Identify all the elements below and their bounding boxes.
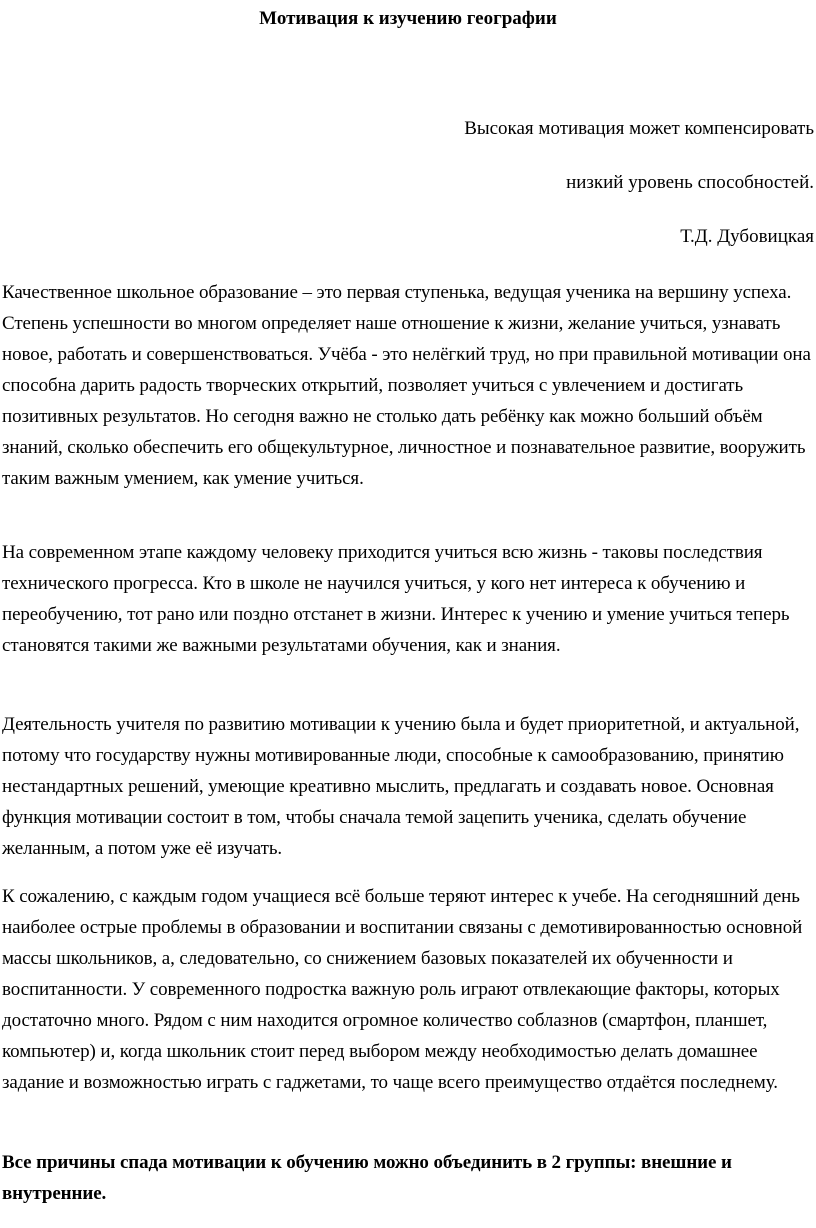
paragraph-1: Качественное школьное образование – это первая ступенька, ведущая ученика на вершину успеха. Степень успешности во многом определяет наше отношение к жизни, желание учиться, узнавать новое, работать и совершенствоваться. Учёба - это нелёгкий труд, но при правильной мотивации она способна дарить радость творческих открытий, позволяет учиться с увлечением и достигать позитивных результатов. Но сегодня важно не столько дать ребёнку как можно больший объём знаний, сколько обеспечить его общекультурное, личностное и познавательное развитие, вооружить таким важным умением, как умение учиться. — [2, 282, 811, 489]
paragraph-2: На современном этапе каждому человеку приходится учиться всю жизнь - таковы последствия технического прогресса. Кто в школе не научился учиться, у кого нет интереса к обучению и переобучению, тот рано или поздно отстанет в жизни. Интерес к учению и умение учиться теперь становятся такими же важными результатами обучения, как и знания. — [2, 542, 790, 656]
paragraph-4: К сожалению, с каждым годом учащиеся всё больше теряют интерес к учебе. На сегодняшний день наиболее острые проблемы в образовании и воспитании связаны с демотивированностью основной массы школьников, а, следовательно, со снижением базовых показателей их обученности и воспитанности. У современного подростка важную роль играют отвлекающие факторы, которых достаточно много. Рядом с ним находится огромное количество соблазнов (смартфон, планшет, компьютер) и, когда школьник стоит перед выбором между необходимостью делать домашнее задание и возможностью играть с гаджетами, то чаще всего преимущество отдаётся последнему. — [2, 886, 803, 1093]
paragraph-3: Деятельность учителя по развитию мотивации к учению была и будет приоритетной, и актуальной, потому что государству нужны мотивированные люди, способные к самообразованию, принятию нестандартных решений, умеющие креативно мыслить, предлагать и создавать новое. Основная функция мотивации состоит в том, чтобы сначала темой зацепить ученика, сделать обучение желанным, а потом уже её изучать. — [2, 714, 800, 859]
document-title: Мотивация к изучению географии — [259, 8, 557, 29]
epigraph-author: Т.Д. Дубовицкая — [680, 226, 814, 247]
epigraph-line-2: низкий уровень способностей. — [566, 172, 814, 193]
epigraph-line-1: Высокая мотивация может компенсировать — [464, 118, 814, 139]
bold-summary-paragraph: Все причины спада мотивации к обучению можно объединить в 2 группы: внешние и внутренние. — [2, 1152, 732, 1204]
